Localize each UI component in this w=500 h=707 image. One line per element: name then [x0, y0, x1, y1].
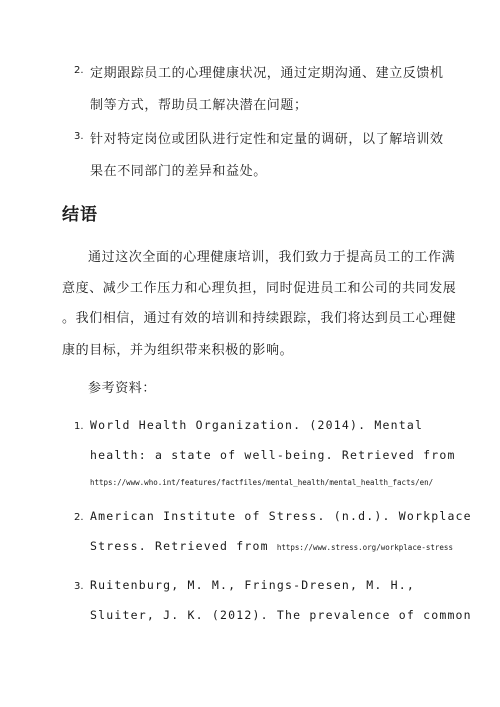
reference-number: 2. [74, 512, 84, 523]
list-text-line: 定期跟踪员工的心理健康状况，通过定期沟通、建立反馈机 [90, 66, 444, 81]
reference-line: health: a state of well-being. Retrieved from [90, 448, 456, 462]
reference-url-link[interactable]: https://www.stress.org/workplace-stress [276, 543, 453, 552]
references-label: 参考资料： [88, 381, 157, 396]
reference-number: 3. [74, 581, 84, 592]
paragraph-line: 意度、减少工作压力和心理负担，同时促进员工和公司的共同发展 [62, 281, 457, 296]
reference-line: American Institute of Stress. (n.d.). Workplace [90, 509, 472, 523]
reference-line: Ruitenburg, M. M., Frings-Dresen, M. H., [90, 578, 415, 592]
section-heading: 结语 [62, 205, 98, 225]
paragraph-line: 康的目标，并为组织带来积极的影响。 [62, 343, 294, 358]
paragraph-line: 。我们相信，通过有效的培训和持续跟踪，我们将达到员工心理健 [62, 311, 457, 326]
paragraph-line: 通过这次全面的心理健康培训，我们致力于提高员工的工作满 [88, 250, 456, 265]
list-number: 2. [74, 65, 84, 76]
list-text-line: 制等方式，帮助员工解决潜在问题； [90, 98, 308, 113]
reference-text: Stress. Retrieved from [90, 539, 269, 553]
list-text-line: 针对特定岗位或团队进行定性和定量的调研，以了解培训效 [90, 132, 444, 147]
reference-line [90, 539, 453, 553]
reference-line: World Health Organization. (2014). Mental [90, 418, 424, 432]
reference-number: 1. [74, 421, 84, 432]
list-text-line: 果在不同部门的差异和益处。 [90, 164, 267, 179]
reference-url-link[interactable]: https://www.who.int/features/factfiles/mental_health/mental_health_facts/en/ [90, 478, 434, 487]
list-number: 3. [74, 131, 84, 142]
reference-line: Sluiter, J. K. (2012). The prevalence of common [90, 608, 472, 622]
